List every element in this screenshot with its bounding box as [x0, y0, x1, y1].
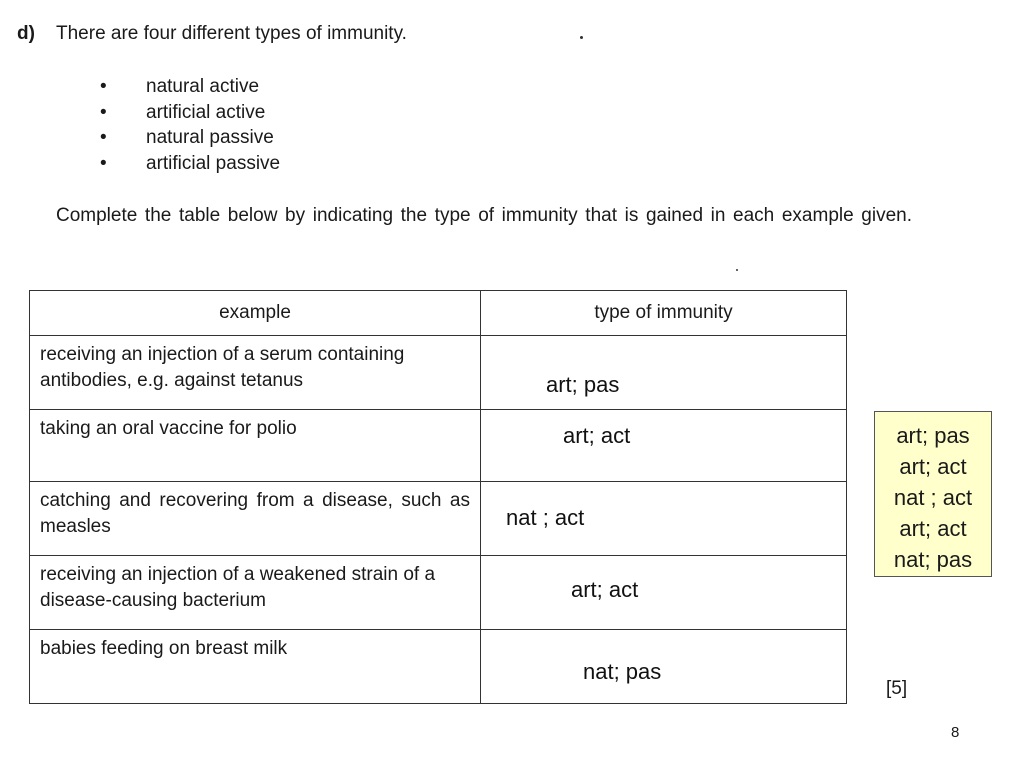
list-item-text: artificial passive: [146, 152, 281, 174]
table-row: [30, 630, 847, 704]
instruction-text: Complete the table below by indicating the type of immunity that is gained in each example given.: [56, 205, 912, 226]
example-text: receiving an injection of a serum containing antibodies, e.g. against tetanus: [40, 344, 405, 391]
bullet-icon: •: [100, 152, 107, 174]
bullet-icon: •: [100, 76, 107, 97]
page-number: 8: [951, 724, 960, 741]
list-item-text: natural passive: [146, 127, 274, 148]
header-example: example: [30, 291, 481, 336]
bullet-icon: •: [100, 127, 107, 148]
example-text: taking an oral vaccine for polio: [40, 418, 297, 439]
answer-summary-line: art; act: [899, 516, 967, 541]
example-cell: [30, 556, 481, 630]
header-type-of-immunity: type of immunity: [481, 291, 847, 336]
table-row: [30, 482, 847, 556]
answer-summary-line: nat; pas: [893, 547, 973, 572]
scan-speck: [736, 269, 738, 271]
table-row: [30, 336, 847, 410]
answer-summary-line: art; act: [899, 454, 967, 479]
example-cell: [30, 410, 481, 482]
answer-cell: [481, 336, 847, 410]
answer-cell: [481, 630, 847, 704]
answer-cell: [481, 410, 847, 482]
marks-label: [5]: [886, 678, 908, 699]
example-text: babies feeding on breast milk: [40, 638, 288, 659]
answer-summary-box: [874, 411, 992, 577]
answer-summary-line: nat ; act: [893, 485, 973, 510]
example-text: receiving an injection of a weakened strain of a disease-causing bacterium: [40, 564, 436, 611]
answer-text: nat; pas: [583, 659, 662, 684]
table-row: [30, 556, 847, 630]
example-cell: [30, 482, 481, 556]
table-row: [30, 410, 847, 482]
answer-cell: [481, 556, 847, 630]
table-header-row: [30, 291, 847, 336]
immunity-table: [29, 290, 847, 704]
answer-text: art; act: [571, 577, 639, 602]
question-label: d): [17, 23, 35, 44]
list-item-text: natural active: [146, 76, 260, 97]
list-item-text: artificial active: [146, 101, 266, 123]
bullet-icon: •: [100, 101, 107, 123]
example-text: catching and recovering from a disease, such as measles: [40, 490, 470, 537]
scan-speck: [580, 36, 583, 39]
example-cell: [30, 336, 481, 410]
answer-summary-line: art; pas: [896, 423, 970, 448]
answer-text: art; pas: [546, 372, 620, 397]
question-text: There are four different types of immunity.: [56, 23, 407, 44]
answer-text: nat ; act: [506, 505, 585, 530]
example-cell: [30, 630, 481, 704]
answer-text: art; act: [563, 423, 631, 448]
